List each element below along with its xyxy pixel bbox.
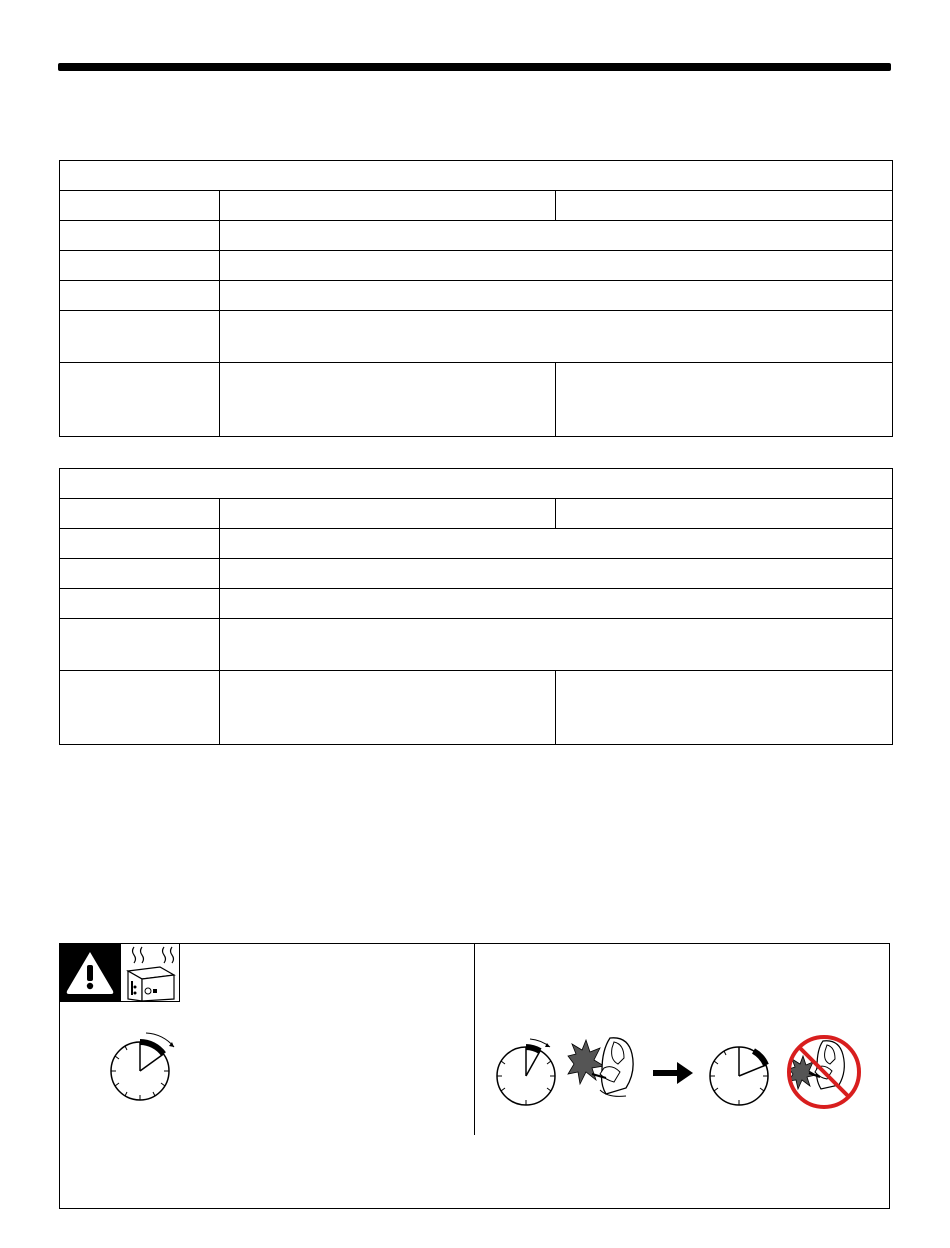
table-cell [220,311,893,363]
welding-operator-icon [566,1034,640,1100]
table-cell [60,671,220,745]
duty-cycle-clock-icon [492,1033,562,1109]
table-header [60,161,893,191]
table-cell [60,499,220,529]
table-cell [220,671,556,745]
table-cell [220,559,893,589]
hot-unit-icon [120,943,180,1002]
table-cell [220,529,893,559]
table-cell [60,529,220,559]
table-cell [60,589,220,619]
table-cell [60,311,220,363]
table-cell [60,221,220,251]
top-rule [58,63,891,71]
arrow-right-icon [651,1060,695,1086]
table-cell [556,671,893,745]
table-cell [60,281,220,311]
prohibition-icon [783,1033,865,1111]
spec-table-2 [59,468,893,745]
table-cell [60,251,220,281]
duty-cycle-clock-icon [703,1033,777,1109]
table-cell [60,619,220,671]
warning-divider [474,943,475,1135]
table-cell [556,499,893,529]
table-cell [220,619,893,671]
table-cell [220,191,556,221]
table-cell [60,191,220,221]
warning-triangle-icon [59,943,121,1002]
table-cell [220,363,556,437]
table-cell [220,589,893,619]
table-cell [220,499,556,529]
table-cell [556,191,893,221]
spec-table-1 [59,160,893,437]
table-cell [220,281,893,311]
table-cell [60,559,220,589]
table-cell [220,251,893,281]
table-cell [60,363,220,437]
table-cell [220,221,893,251]
duty-cycle-clock-icon [102,1025,188,1105]
table-header [60,469,893,499]
table-cell [556,363,893,437]
